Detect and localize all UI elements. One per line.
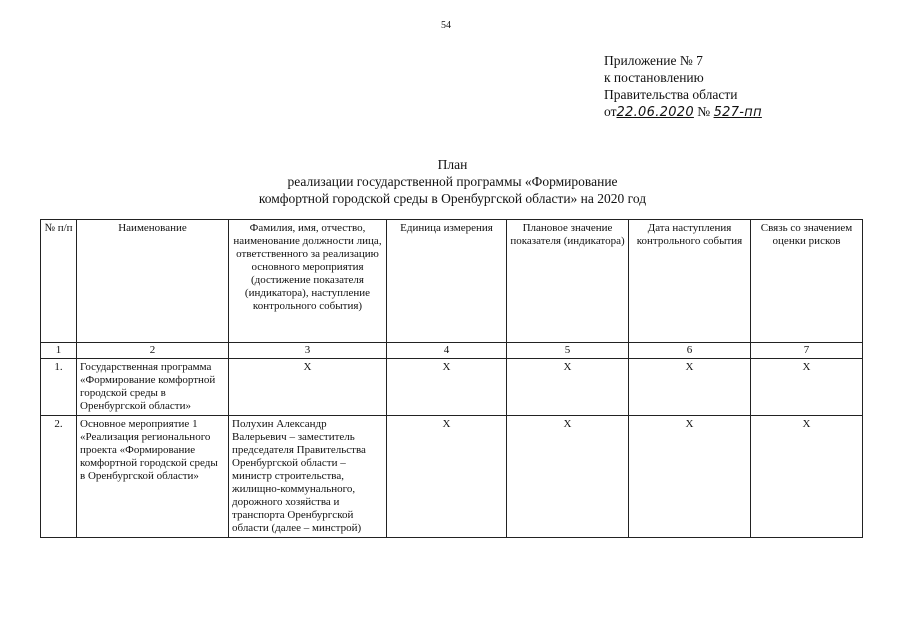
row-responsible: Х: [229, 359, 387, 416]
plan-title-line-1: План: [437, 157, 468, 172]
appendix-line-2: к постановлению: [604, 70, 704, 85]
column-number-row: [41, 343, 863, 359]
plan-title-line-2: реализации государственной программы «Формирование: [287, 174, 618, 189]
column-number: 2: [77, 343, 229, 359]
row-plan-value: Х: [507, 416, 629, 538]
column-number: 5: [507, 343, 629, 359]
plan-title: [200, 156, 705, 207]
header-num: № п/п: [41, 220, 77, 343]
column-number: 3: [229, 343, 387, 359]
row-event-date: Х: [629, 359, 751, 416]
header-risk: Связь со значением оценки рисков: [751, 220, 863, 343]
row-name: Основное мероприятие 1 «Реализация регионального проекта «Формирование комфортной городской среды в Оренбургской области»: [77, 416, 229, 538]
table-header-row: [41, 220, 863, 343]
header-name: Наименование: [77, 220, 229, 343]
header-unit: Единица измерения: [387, 220, 507, 343]
header-event-date: Дата наступления контрольного события: [629, 220, 751, 343]
header-responsible: Фамилия, имя, отчество, наименование должности лица, ответственного за реализацию основного мероприятия (достижение показателя (индикатора), наступление контрольного события): [229, 220, 387, 343]
row-event-date: Х: [629, 416, 751, 538]
table-row: [41, 359, 863, 416]
page-number: 54: [441, 20, 451, 31]
row-risk: Х: [751, 416, 863, 538]
plan-title-line-3: комфортной городской среды в Оренбургской области» на 2020 год: [258, 191, 647, 206]
appendix-date-line: [604, 103, 884, 121]
row-unit: Х: [387, 416, 507, 538]
header-plan-value: Плановое значение показателя (индикатора): [507, 220, 629, 343]
appendix-block: [604, 52, 884, 121]
appendix-line-1: Приложение № 7: [604, 53, 703, 68]
number-prefix: №: [697, 104, 711, 119]
row-risk: Х: [751, 359, 863, 416]
row-num: 1.: [41, 359, 77, 416]
table-row: [41, 416, 863, 538]
column-number: 1: [41, 343, 77, 359]
column-number: 4: [387, 343, 507, 359]
row-unit: Х: [387, 359, 507, 416]
date-prefix: от: [604, 104, 617, 119]
row-num: 2.: [41, 416, 77, 538]
column-number: 7: [751, 343, 863, 359]
row-plan-value: Х: [507, 359, 629, 416]
handwritten-number: 527-пп: [713, 105, 762, 120]
plan-table: [40, 219, 863, 538]
column-number: 6: [629, 343, 751, 359]
row-responsible: Полухин Александр Валерьевич – заместитель председателя Правительства Оренбургской области – министр строительства, жилищно-коммунального, дорожного хозяйства и транспорта Оренбургской области (далее – минстрой): [229, 416, 387, 538]
row-name: Государственная программа «Формирование комфортной городской среды в Оренбургской области»: [77, 359, 229, 416]
appendix-line-3: Правительства области: [604, 87, 738, 102]
handwritten-date: 22.06.2020: [616, 105, 694, 120]
